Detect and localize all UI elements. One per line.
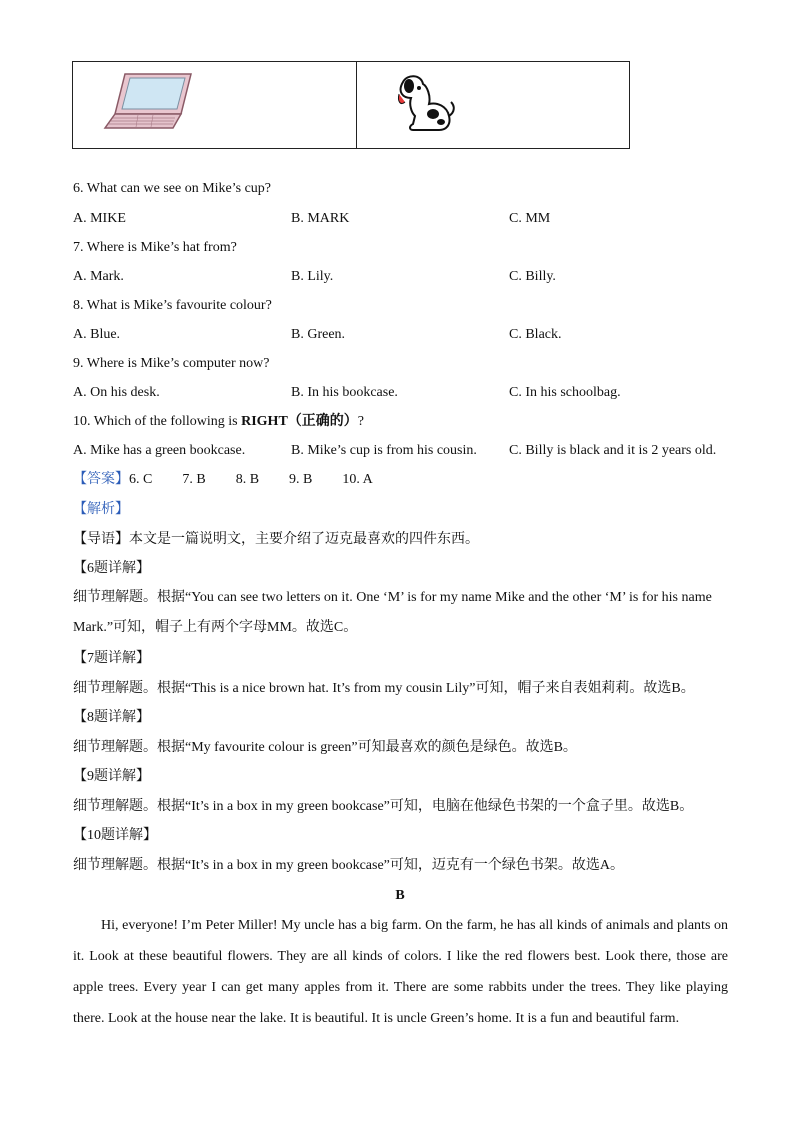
table-divider <box>356 62 357 148</box>
detail-7-title: 【7题详解】 <box>73 651 150 666</box>
option-7a: A. Mark. <box>73 269 124 284</box>
detail-6-line-2: Mark.”可知，帽子上有两个字母MM。故选C。 <box>73 620 358 635</box>
option-7b: B. Lily. <box>291 269 334 284</box>
detail-9-title: 【9题详解】 <box>73 769 150 784</box>
answer-item: 6. C <box>129 472 153 487</box>
detail-10-title: 【10题详解】 <box>73 828 157 843</box>
answer-item: 8. B <box>235 472 260 487</box>
answer-item: 7. B <box>182 472 206 487</box>
question-10 <box>73 412 364 432</box>
detail-8-line-1: 细节理解题。根据“My favourite colour is green”可知最喜欢的颜色是绿色。故选B。 <box>73 740 577 755</box>
question-8: 8. What is Mike’s favourite colour? <box>73 298 272 313</box>
option-9c: C. In his schoolbag. <box>509 385 621 400</box>
detail-9-line-1: 细节理解题。根据“It’s in a box in my green bookcase”可知，电脑在他绿色书架的一个盒子里。故选B。 <box>73 799 694 814</box>
detail-6-line-1: 细节理解题。根据“You can see two letters on it. One ‘M’ is for my name Mike and the other ‘M’ is for his name <box>73 590 712 605</box>
answer-item: 10. A <box>342 472 373 487</box>
option-6b: B. MARK <box>291 211 350 226</box>
picture-table <box>72 61 630 149</box>
option-8a: A. Blue. <box>73 327 121 342</box>
question-7: 7. Where is Mike’s hat from? <box>73 240 237 255</box>
section-b-passage: Hi, everyone! I’m Peter Miller! My uncle has a big farm. On the farm, he has all kinds of animals and plants on it. Look at these beautiful flowers. They are all kinds of colors. I like the red flowers best. Look there, those are apple trees. Every year I can get many apples from it. There are some rabbits under the trees. They like playing there. Look at the house near the lake. It is beautiful. It is uncle Green’s home. It is a fun and beautiful farm. <box>73 918 728 1026</box>
detail-6-title: 【6题详解】 <box>73 561 150 576</box>
detail-8-title: 【8题详解】 <box>73 710 150 725</box>
option-6c: C. MM <box>509 211 551 226</box>
option-8c: C. Black. <box>509 327 562 342</box>
option-7c: C. Billy. <box>509 269 556 284</box>
intro-text: 【导语】本文是一篇说明文，主要介绍了迈克最喜欢的四件东西。 <box>73 532 479 547</box>
answer-line <box>73 470 373 490</box>
option-6a: A. MIKE <box>73 211 126 226</box>
laptop-icon <box>103 70 197 132</box>
analysis-label: 【解析】 <box>73 502 129 517</box>
dog-icon <box>389 72 459 134</box>
answer-item: 9. B <box>289 472 313 487</box>
option-10a: A. Mike has a green bookcase. <box>73 443 246 458</box>
option-9b: B. In his bookcase. <box>291 385 398 400</box>
section-b-heading: B <box>395 888 405 903</box>
question-9: 9. Where is Mike’s computer now? <box>73 356 270 371</box>
option-10c: C. Billy is black and it is 2 years old. <box>509 443 717 458</box>
answer-label: 【答案】 <box>73 472 129 487</box>
option-9a: A. On his desk. <box>73 385 160 400</box>
question-10-emphasis: RIGHT（正确的） <box>241 414 358 429</box>
option-10b: B. Mike’s cup is from his cousin. <box>291 443 477 458</box>
question-10-tail: ? <box>357 414 365 429</box>
detail-7-line-1: 细节理解题。根据“This is a nice brown hat. It’s from my cousin Lily”可知，帽子来自表姐莉莉。故选B。 <box>73 681 695 696</box>
question-10-text: 10. Which of the following is <box>73 414 242 429</box>
question-6: 6. What can we see on Mike’s cup? <box>73 181 272 196</box>
option-8b: B. Green. <box>291 327 346 342</box>
detail-10-line-1: 细节理解题。根据“It’s in a box in my green bookcase”可知，迈克有一个绿色书架。故选A。 <box>73 858 624 873</box>
